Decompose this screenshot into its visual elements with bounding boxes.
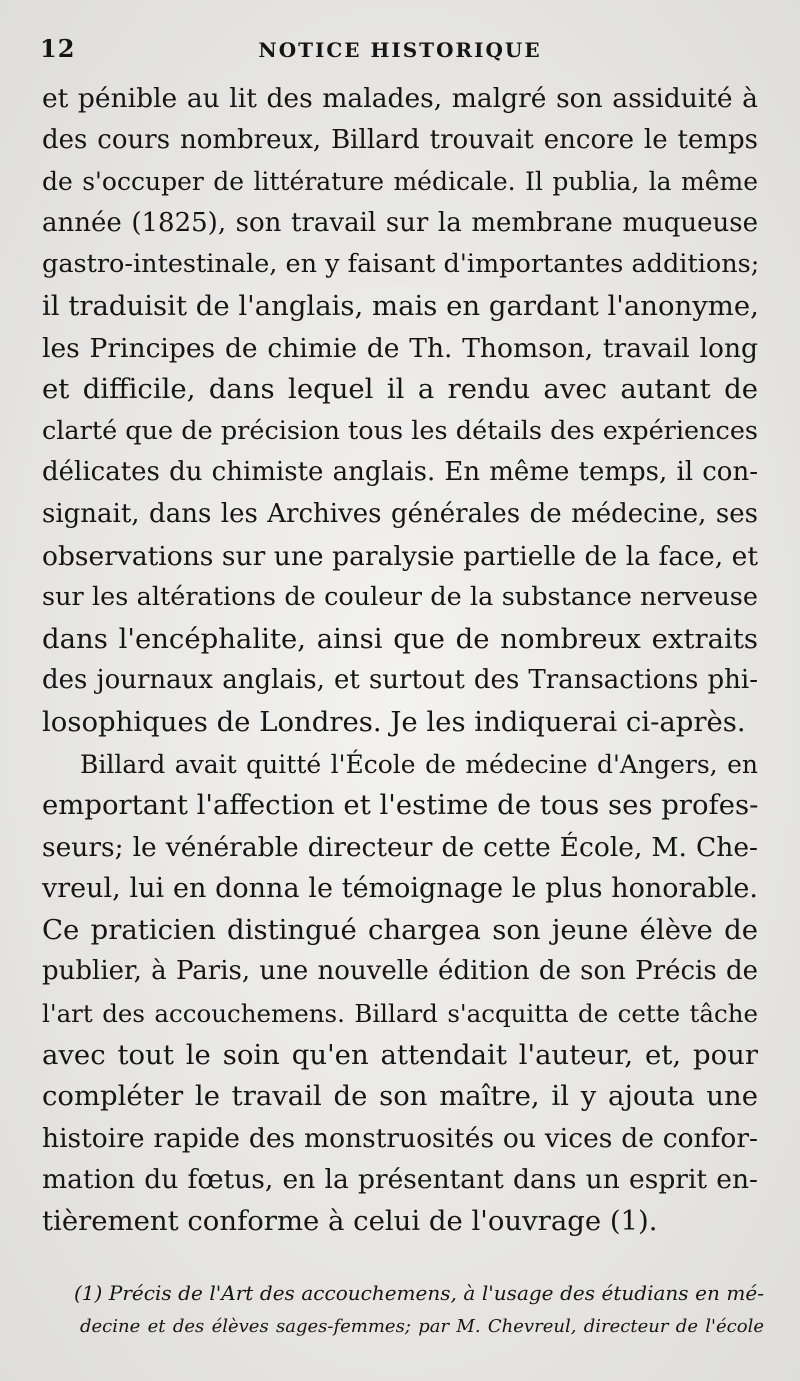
text-line: gastro-intestinale, en y faisant d'importantes additions;: [42, 249, 760, 280]
text-line: année (1825), son travail sur la membrane muqueuse: [42, 207, 758, 238]
text-line: et difficile, dans lequel il a rendu avec autant de: [42, 373, 758, 406]
body-text: [42, 78, 758, 1243]
text-line: signait, dans les Archives générales de médecine, ses: [42, 498, 758, 529]
text-line: les Principes de chimie de Th. Thomson, travail long: [42, 332, 758, 364]
footnote-line: decine et des élèves sages-femmes; par M. Chevreul, directeur de l'école: [80, 1316, 764, 1337]
text-line: des journaux anglais, et surtout des Transactions phi-: [42, 665, 758, 696]
text-line: de s'occuper de littérature médicale. Il publia, la même: [42, 167, 758, 197]
text-line: sur les altérations de couleur de la substance nerveuse: [42, 582, 758, 613]
text-line: clarté que de précision tous les détails des expériences: [42, 415, 758, 446]
text-line: l'art des accouchemens. Billard s'acquitta de cette tâche: [42, 999, 758, 1029]
text-line: vreul, lui en donna le témoignage le plus honorable.: [42, 873, 758, 905]
text-line: délicates du chimiste anglais. En même temps, il con-: [42, 457, 758, 488]
text-line: emportant l'affection et l'estime de tous ses profes-: [42, 789, 759, 822]
page-header: [40, 34, 760, 64]
running-title: NOTICE HISTORIQUE: [258, 38, 542, 62]
text-line: publier, à Paris, une nouvelle édition de son Précis de: [42, 956, 758, 987]
page-number: 12: [40, 34, 76, 63]
text-line: mation du fœtus, en la présentant dans un esprit en-: [42, 1164, 758, 1196]
text-line: losophiques de Londres. Je les indiquerai ci-après.: [42, 705, 746, 738]
text-line: avec tout le soin qu'en attendait l'auteur, et, pour: [42, 1038, 758, 1071]
text-line: il traduisit de l'anglais, mais en gardant l'anonyme,: [42, 289, 759, 322]
text-line: observations sur une paralysie partielle de la face, et: [42, 540, 758, 572]
text-line: seurs; le vénérable directeur de cette École, M. Che-: [42, 831, 758, 863]
text-line: Billard avait quitté l'École de médecine d'Angers, en: [80, 749, 758, 779]
text-line: compléter le travail de son maître, il y ajouta une: [42, 1080, 758, 1113]
footnote-line: (1) Précis de l'Art des accouchemens, à l'usage des étudians en mé-: [74, 1281, 764, 1305]
text-line: Ce praticien distingué chargea son jeune élève de: [42, 913, 758, 946]
footnote: [74, 1276, 764, 1344]
text-line: tièrement conforme à celui de l'ouvrage (1).: [42, 1205, 658, 1238]
text-line: histoire rapide des monstruosités ou vices de confor-: [42, 1122, 758, 1154]
text-line: des cours nombreux, Billard trouvait encore le temps: [42, 124, 758, 155]
text-line: dans l'encéphalite, ainsi que de nombreux extraits: [42, 622, 758, 655]
text-line: et pénible au lit des malades, malgré son assiduité à: [42, 83, 758, 114]
